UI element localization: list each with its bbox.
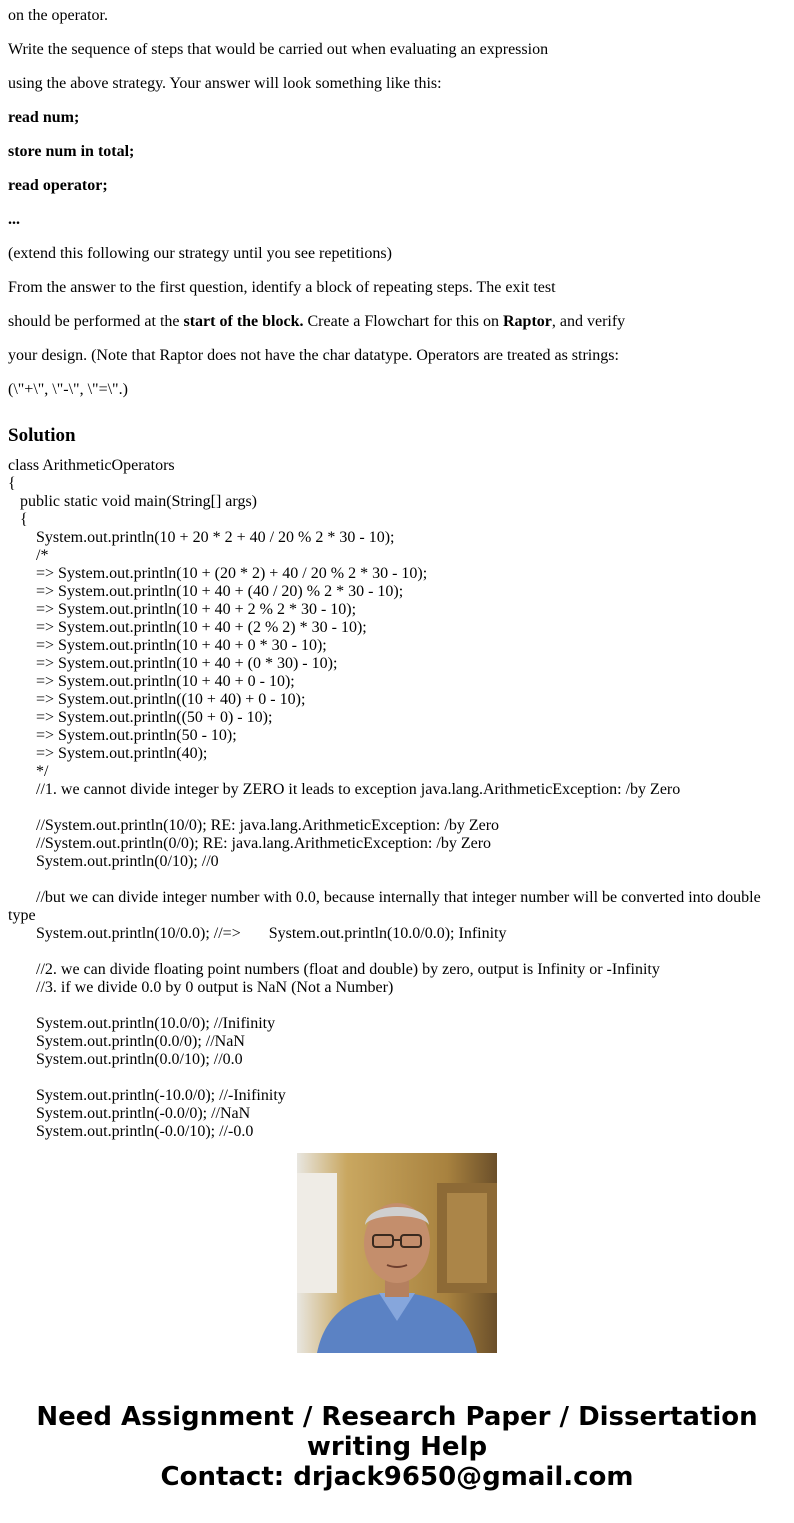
- bold-text: start of the block.: [183, 313, 304, 330]
- code-line: => System.out.println(10 + 40 + (0 * 30) - 10);: [8, 655, 338, 672]
- paragraph: using the above strategy. Your answer will look something like this:: [8, 75, 442, 92]
- code-line: => System.out.println(10 + 40 + 2 % 2 * 30 - 10);: [8, 601, 357, 618]
- author-photo: [297, 1153, 497, 1353]
- code-line: => System.out.println(10 + (20 * 2) + 40 / 20 % 2 * 30 - 10);: [8, 565, 428, 582]
- code-line: //but we can divide integer number with 0.0, because internally that integer number will be converted into double: [8, 889, 761, 906]
- code-line: [8, 799, 788, 817]
- code-line: System.out.println(0.0/0); //NaN: [8, 1033, 245, 1050]
- code-line: => System.out.println((10 + 40) + 0 - 10);: [8, 691, 306, 708]
- code-line: [8, 997, 788, 1015]
- paragraph: [8, 306, 786, 340]
- code-line: //1. we cannot divide integer by ZERO it leads to exception java.lang.ArithmeticException: /by Zero: [8, 781, 681, 798]
- bold-text: store num in total;: [8, 143, 135, 160]
- code-line: //System.out.println(0/0); RE: java.lang.ArithmeticException: /by Zero: [8, 835, 492, 852]
- code-line: => System.out.println(50 - 10);: [8, 727, 237, 744]
- paragraph-bold: [8, 204, 786, 238]
- text-run: Create a Flowchart for this on: [303, 313, 503, 330]
- promo-banner: [0, 1402, 794, 1492]
- code-line: //2. we can divide floating point numbers (float and double) by zero, output is Infinity or -Infinity: [8, 961, 660, 978]
- bold-text: ...: [8, 211, 20, 228]
- text-run: , and verify: [551, 313, 626, 330]
- paragraph-bold: [8, 102, 786, 136]
- paragraph: From the answer to the first question, identify a block of repeating steps. The exit test: [8, 279, 556, 296]
- code-line: => System.out.println(10 + 40 + 0 - 10);: [8, 673, 295, 690]
- code-line: => System.out.println(10 + 40 + 0 * 30 - 10);: [8, 637, 327, 654]
- code-line: public static void main(String[] args): [8, 493, 257, 510]
- code-line: System.out.println(0/10); //0: [8, 853, 219, 870]
- text-run: should be performed at the: [8, 313, 184, 330]
- code-line: [8, 943, 788, 961]
- paragraph-bold: [8, 136, 786, 170]
- code-line: System.out.println(10/0.0); //=> System.out.println(10.0/0.0); Infinity: [8, 925, 507, 942]
- code-line: //System.out.println(10/0); RE: java.lang.ArithmeticException: /by Zero: [8, 817, 500, 834]
- code-line: /*: [8, 547, 49, 564]
- code-line: type: [8, 907, 36, 924]
- code-line: => System.out.println((50 + 0) - 10);: [8, 709, 273, 726]
- paragraph: on the operator.: [8, 7, 108, 24]
- promo-contact: Contact: drjack9650@gmail.com: [160, 1462, 634, 1492]
- bold-text: read num;: [8, 109, 80, 126]
- promo-line: Need Assignment / Research Paper / Dissertation: [36, 1402, 758, 1432]
- code-line: System.out.println(-10.0/0); //-Inifinity: [8, 1087, 286, 1104]
- code-line: [8, 871, 788, 889]
- question-text: [8, 0, 786, 446]
- code-line: System.out.println(-0.0/10); //-0.0: [8, 1123, 254, 1140]
- solution-heading: Solution: [8, 425, 76, 446]
- code-line: */: [8, 763, 49, 780]
- bold-text: Raptor: [502, 313, 552, 330]
- bold-text: read operator;: [8, 177, 108, 194]
- paragraph: Write the sequence of steps that would be carried out when evaluating an expression: [8, 41, 549, 58]
- author-photo-image: [297, 1153, 497, 1353]
- paragraph: (\"+\", \"-\", \"=\".): [8, 381, 128, 398]
- code-line: System.out.println(10 + 20 * 2 + 40 / 20 % 2 * 30 - 10);: [8, 529, 395, 546]
- code-line: [8, 1069, 788, 1087]
- paragraph: (extend this following our strategy until you see repetitions): [8, 245, 392, 262]
- code-line: => System.out.println(40);: [8, 745, 208, 762]
- code-line: System.out.println(-0.0/0); //NaN: [8, 1105, 251, 1122]
- promo-line: writing Help: [306, 1432, 488, 1462]
- code-line: {: [8, 511, 28, 528]
- code-line: System.out.println(10.0/0); //Inifinity: [8, 1015, 276, 1032]
- code-line: class ArithmeticOperators: [8, 457, 175, 474]
- code-line: {: [8, 475, 16, 492]
- paragraph: your design. (Note that Raptor does not have the char datatype. Operators are treated as strings:: [8, 347, 619, 364]
- paragraph-bold: [8, 170, 786, 204]
- code-line: //3. if we divide 0.0 by 0 output is NaN (Not a Number): [8, 979, 394, 996]
- code-line: => System.out.println(10 + 40 + (2 % 2) * 30 - 10);: [8, 619, 367, 636]
- code-block: [8, 457, 788, 1140]
- code-line: => System.out.println(10 + 40 + (40 / 20) % 2 * 30 - 10);: [8, 583, 404, 600]
- code-line: System.out.println(0.0/10); //0.0: [8, 1051, 243, 1068]
